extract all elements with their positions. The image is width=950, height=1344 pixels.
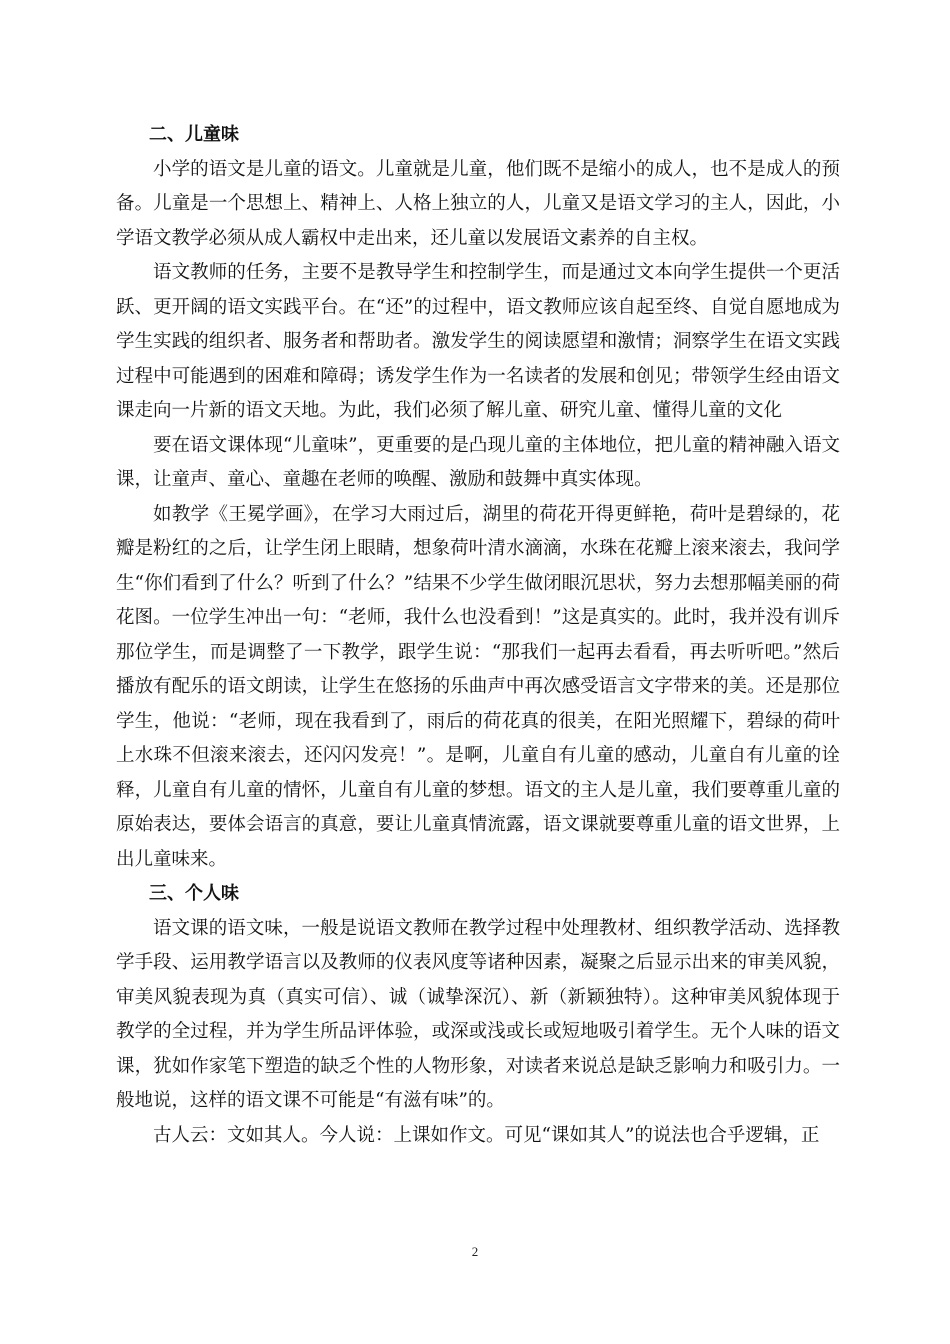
section-personal: [116, 877, 840, 1153]
section-heading: 三、个人味: [149, 883, 239, 904]
section-heading: 二、儿童味: [149, 124, 239, 145]
section-childlike: [116, 118, 840, 877]
document-body: [116, 118, 840, 1153]
page-number: 2: [471, 1244, 479, 1259]
paragraph: 语文教师的任务，主要不是教导学生和控制学生，而是通过文本向学生提供一个更活跃、更开阔的语文实践平台。在“还”的过程中，语文教师应该自起至终、自觉自愿地成为学生实践的组织者、服务者和帮助者。激发学生的阅读愿望和激情；洞察学生在语文实践过程中可能遇到的困难和障碍；诱发学生作为一名读者的发展和创见；带领学生经由语文课走向一片新的语文天地。为此，我们必须了解儿童、研究儿童、懂得儿童的文化: [116, 262, 840, 421]
paragraph: 古人云：文如其人。今人说：上课如作文。可见“课如其人”的说法也合乎逻辑，正: [153, 1124, 820, 1146]
paragraph: 如教学《王冕学画》，在学习大雨过后，湖里的荷花开得更鲜艳，荷叶是碧绿的，花瓣是粉红的之后，让学生闭上眼睛，想象荷叶清水滴滴，水珠在花瓣上滚来滚去，我问学生“你们看到了什么？听到了什么？”结果不少学生做闭眼沉思状，努力去想那幅美丽的荷花图。一位学生冲出一句：“老师，我什么也没看到！”这是真实的。此时，我并没有训斥那位学生，而是调整了一下教学，跟学生说：“那我们一起再去看看，再去听听吧。”然后播放有配乐的语文朗读，让学生在悠扬的乐曲声中再次感受语言文字带来的美。还是那位学生，他说：“老师，现在我看到了，雨后的荷花真的很美，在阳光照耀下，碧绿的荷叶上水珠不但滚来滚去，还闪闪发亮！”。是啊，儿童自有儿童的感动，儿童自有儿童的诠释，儿童自有儿童的情怀，儿童自有儿童的梦想。语文的主人是儿童，我们要尊重儿童的原始表达，要体会语言的真意，要让儿童真情流露，语文课就要尊重儿童的语文世界，上出儿童味来。: [116, 503, 840, 870]
paragraph: 小学的语文是儿童的语文。儿童就是儿童，他们既不是缩小的成人，也不是成人的预备。儿童是一个思想上、精神上、人格上独立的人，儿童又是语文学习的主人，因此，小学语文教学必须从成人霸权中走出来，还儿童以发展语文素养的自主权。: [116, 158, 840, 249]
paragraph: 要在语文课体现“儿童味”，更重要的是凸现儿童的主体地位，把儿童的精神融入语文课，让童声、童心、童趣在老师的唤醒、激励和鼓舞中真实体现。: [116, 434, 840, 490]
paragraph: 语文课的语文味，一般是说语文教师在教学过程中处理教材、组织教学活动、选择教学手段、运用教学语言以及教师的仪表风度等诸种因素，凝聚之后显示出来的审美风貌，审美风貌表现为真（真实可信）、诚（诚挚深沉）、新（新颖独特）。这种审美风貌体现于教学的全过程，并为学生所品评体验，或深或浅或长或短地吸引着学生。无个人味的语文课，犹如作家笔下塑造的缺乏个性的人物形象，对读者来说总是缺乏影响力和吸引力。一般地说，这样的语文课不可能是“有滋有味”的。: [116, 917, 840, 1111]
